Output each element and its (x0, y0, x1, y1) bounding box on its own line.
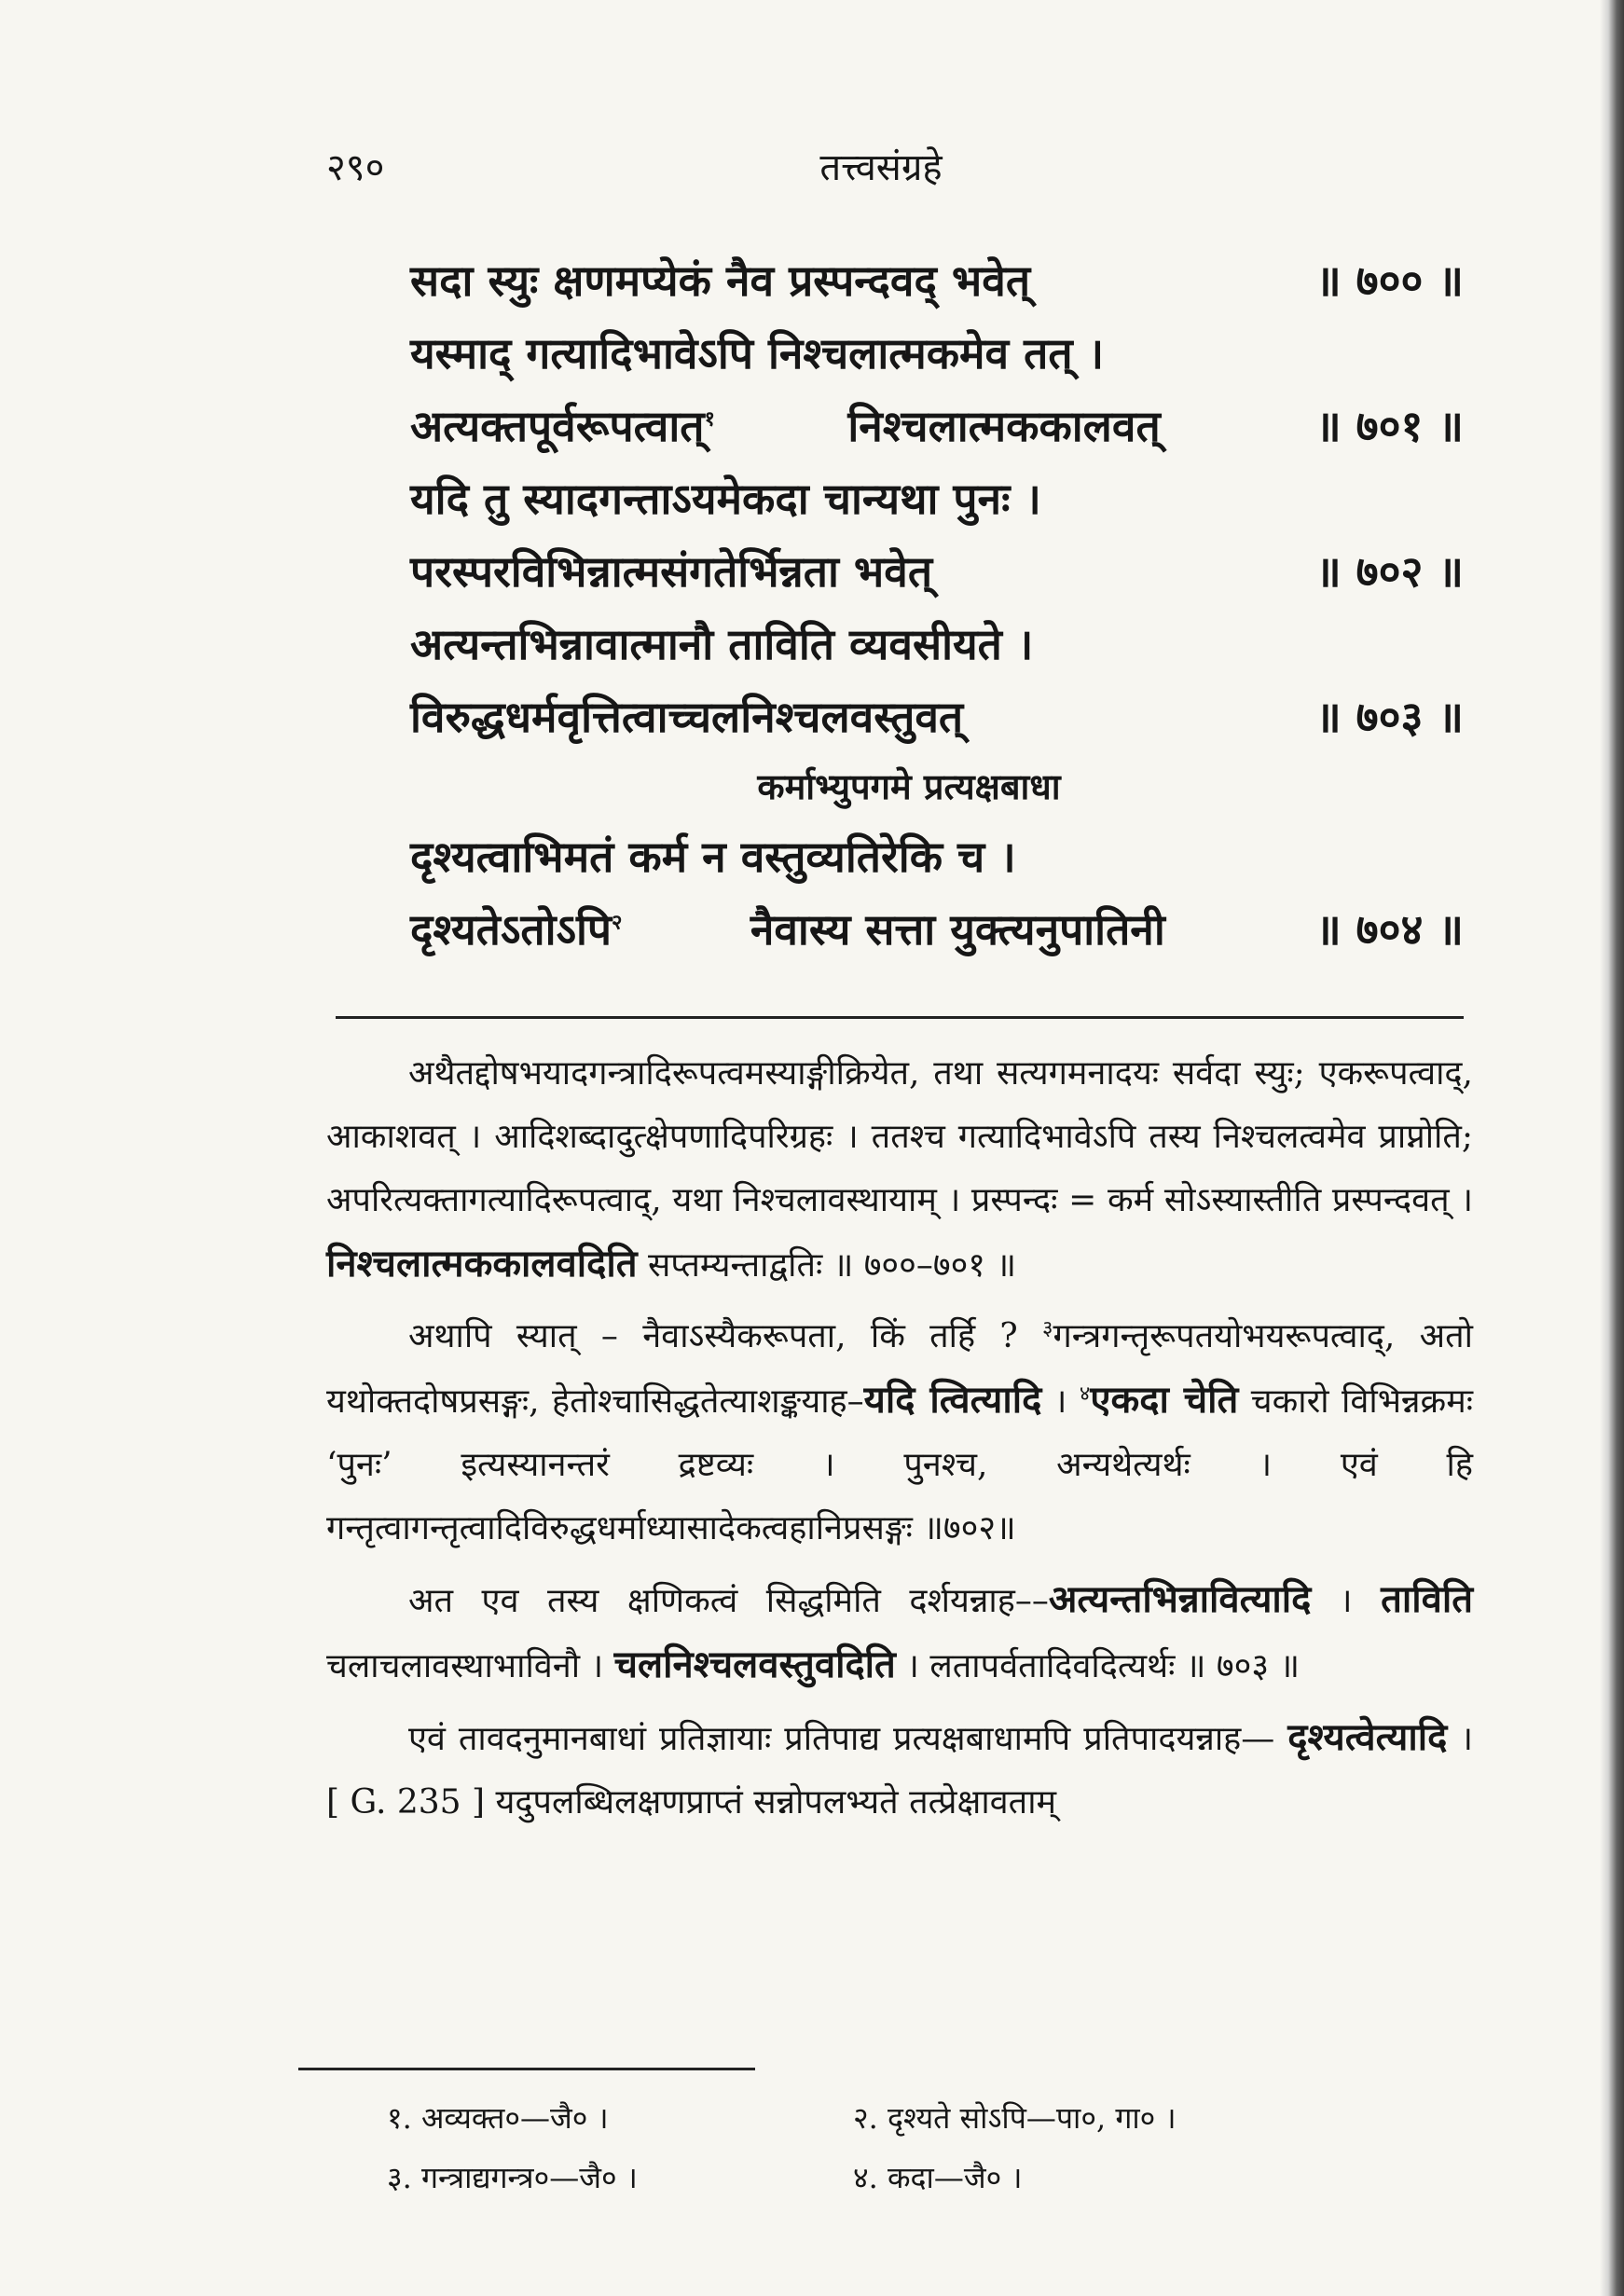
footnote-marker: ४ (1079, 1382, 1091, 1406)
lemma: यदि त्वित्यादि (863, 1378, 1042, 1422)
verse-text: सदा स्युः क्षणमप्येकं नैव प्रस्पन्दवद् भवेत् (410, 255, 1031, 306)
verse-line (410, 317, 1464, 390)
verse-text: परस्परविभिन्नात्मसंगतेर्भिन्नता भवेत् (410, 546, 933, 597)
lemma: दृश्यत्वेत्यादि (1287, 1715, 1448, 1759)
lemma: अत्यन्तभिन्नावित्यादि (1048, 1577, 1312, 1621)
verse-number: ॥ ७०२ ॥ (1315, 546, 1464, 597)
section-heading: कर्माभ्युपगमे प्रत्यक्षबाधा (757, 765, 1061, 807)
lemma: निश्चलात्मककालवदिति (326, 1242, 638, 1285)
footnote-marker: २ (612, 910, 623, 935)
verse-text: अत्यन्तभिन्नावात्मानौ ताविति व्यवसीयते । (410, 619, 1034, 669)
footnote-marker: ३ (1041, 1317, 1053, 1340)
verse-text: विरुद्धधर्मवृत्तित्वाच्चलनिश्चलवस्तुवत् (410, 692, 964, 742)
commentary-block (326, 1042, 1473, 1842)
lemma: एकदा चेति (1090, 1378, 1239, 1422)
page-number: २९० (326, 146, 385, 189)
verse-line (410, 462, 1464, 535)
page-binding-edge (1600, 0, 1624, 2296)
commentary-paragraph: अथापि स्यात् – नैवाऽस्यैकरूपता, किं तर्हि ? $^३$गन्त्रगन्तृरूपतयोभयरूपत्वाद्, अतो यथोक्तदोषप्रसङ्गः, हेतोश्चासिद्धतेत्याशङ्कयाह–यदि त्वित्यादि । $^४$एकदा चेति चकारो विभिन्नक्रमः ‘पुनः’ इत्यस्यानन्तरं द्रष्टव्यः । पुनश्च, अन्यथेत्यर्थः । एवं हि गन्तृत्वागन्तृत्वादिविरुद्धधर्माध्यासादेकत्वहानिप्रसङ्गः ॥७०२॥ (326, 1317, 1473, 1547)
verse-line (410, 820, 1464, 893)
footnote-row (387, 2148, 1366, 2207)
verse-number: ॥ ७०४ ॥ (1315, 904, 1464, 955)
lemma: चलनिश्चलवस्तुवदिति (613, 1643, 896, 1686)
page-header (326, 140, 1436, 214)
verse-text: दृश्यत्वाभिमतं कर्म न वस्तुव्यतिरेकि च । (410, 832, 1016, 882)
verse-text-second-half: निश्चलात्मककालवत् (847, 401, 1161, 451)
footnote-1: १. अव्यक्त०—जै० । (387, 2100, 609, 2136)
verse-commentary-divider (336, 1016, 1464, 1019)
footnotes (387, 2088, 1366, 2207)
verse-number: ॥ ७०० ॥ (1315, 255, 1464, 306)
footnote-row (387, 2088, 1366, 2148)
footnote-2: २. दृश्यते सोऽपि—पा०, गा० । (853, 2100, 1177, 2136)
footnote-3: ३. गन्त्राद्यगन्त्र०—जै० । (387, 2160, 638, 2195)
lemma: ताविति (1381, 1577, 1473, 1621)
verse-line-704 (410, 893, 1464, 966)
verse-text: दृश्यतेऽतोऽपि$^२$ (410, 904, 623, 955)
verse-text: यस्माद् गत्यादिभावेऽपि निश्चलात्मकमेव तत् । (410, 328, 1105, 378)
verse-line-701 (410, 390, 1464, 462)
verse-line (410, 608, 1464, 681)
footnote-4: ४. कदा—जै० । (853, 2160, 1023, 2195)
verse-line-700 (410, 244, 1464, 317)
running-title: तत्त्वसंग्रहे (819, 146, 943, 189)
verse-number: ॥ ७०३ ॥ (1315, 692, 1464, 742)
verse-text: यदि तु स्यादगन्ताऽयमेकदा चान्यथा पुनः । (410, 474, 1041, 524)
verse-text-second-half: नैवास्य सत्ता युक्त्यनुपातिनी (750, 904, 1165, 955)
commentary-paragraph: एवं तावदनुमानबाधां प्रतिज्ञायाः प्रतिपाद्य प्रत्यक्षबाधामपि प्रतिपादयन्नाह— दृश्यत्वेत्यादि । [ G. 235 ] यदुपलब्धिलक्षणप्राप्तं सन्नोपलभ्यते तत्प्रेक्षावताम् (326, 1715, 1473, 1822)
footnote-marker: १ (704, 406, 715, 432)
verse-text: अत्यक्तपूर्वरूपत्वात्$^१$ (410, 401, 715, 451)
verse-block (410, 244, 1464, 966)
verse-line-703 (410, 681, 1464, 753)
commentary-paragraph: अथैतद्दोषभयादगन्त्रादिरूपत्वमस्याङ्गीक्रियेत, तथा सत्यगमनादयः सर्वदा स्युः; एकरूपत्वाद्, आकाशवत् । आदिशब्दादुत्क्षेपणादिपरिग्रहः । ततश्च गत्यादिभावेऽपि तस्य निश्चलत्वमेव प्राप्नोति; अपरित्यक्तागत्यादिरूपत्वाद्, यथा निश्चलावस्थायाम् । प्रस्पन्दः = कर्म सोऽस्यास्तीति प्रस्पन्दवत् । निश्चलात्मककालवदिति सप्तम्यन्ताद्वतिः ॥ ७००–७०१ ॥ (326, 1054, 1473, 1285)
commentary-paragraph: अत एव तस्य क्षणिकत्वं सिद्धमिति दर्शयन्नाह––अत्यन्तभिन्नावित्यादि । ताविति चलाचलावस्थाभाविनौ । चलनिश्चलवस्तुवदिति । लतापर्वतादिवदित्यर्थः ॥ ७०३ ॥ (326, 1577, 1473, 1686)
footnote-divider (298, 2068, 755, 2070)
verse-number: ॥ ७०१ ॥ (1315, 401, 1464, 451)
verse-line-702 (410, 535, 1464, 608)
